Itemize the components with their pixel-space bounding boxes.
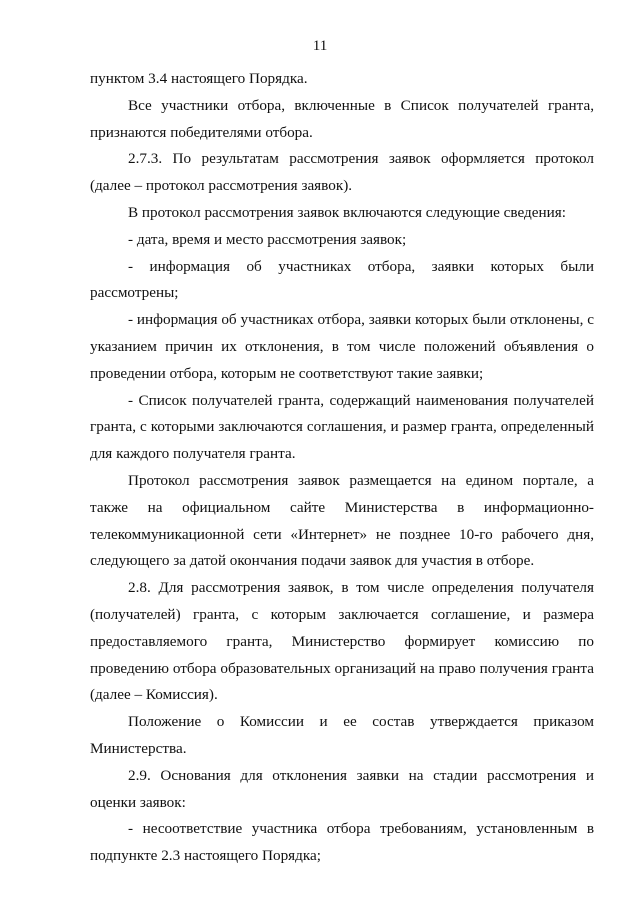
body-text	[90, 66, 594, 870]
list-item: - Список получателей гранта, содержащий наименования получателей гранта, с которыми заключаются соглашения, и размер гранта, определенный для каждого получателя гранта.	[90, 391, 594, 463]
paragraph: 2.9. Основания для отклонения заявки на стадии рассмотрения и оценки заявок:	[90, 766, 594, 811]
paragraph: Все участники отбора, включенные в Список получателей гранта, признаются победителями отбора.	[90, 96, 594, 141]
list-item: - дата, время и место рассмотрения заявок;	[128, 230, 407, 248]
list-item: - информация об участниках отбора, заявки которых были отклонены, с указанием причин их отклонения, в том числе положений объявления о проведении отбора, которым не соответствуют такие заявки;	[90, 311, 594, 382]
paragraph: 2.8. Для рассмотрения заявок, в том числе определения получателя (получателей) гранта, с которым заключается соглашение, и размера предоставляемого гранта, Министерство формирует комиссию по проведению отбора образовательных организаций на право получения гранта (далее – Комиссия).	[90, 579, 594, 704]
paragraph: пунктом 3.4 настоящего Порядка.	[90, 70, 308, 87]
list-item: - несоответствие участника отбора требованиям, установленным в подпункте 2.3 настоящего Порядка;	[90, 820, 594, 865]
paragraph: Положение о Комиссии и ее состав утверждается приказом Министерства.	[90, 713, 594, 757]
paragraph: В протокол рассмотрения заявок включаются следующие сведения:	[128, 203, 566, 221]
list-item: - информация об участниках отбора, заявки которых были рассмотрены;	[90, 257, 594, 302]
paragraph: Протокол рассмотрения заявок размещается на едином портале, а также на официальном сайте Министерства в информационно-телекоммуникационной сети «Интернет» не позднее 10-го рабочего дня, следующего за датой окончания подачи заявок для участия в отборе.	[90, 471, 594, 570]
page-number: 11	[312, 37, 328, 54]
paragraph: 2.7.3. По результатам рассмотрения заявок оформляется протокол (далее – протокол рассмотрения заявок).	[90, 150, 594, 195]
